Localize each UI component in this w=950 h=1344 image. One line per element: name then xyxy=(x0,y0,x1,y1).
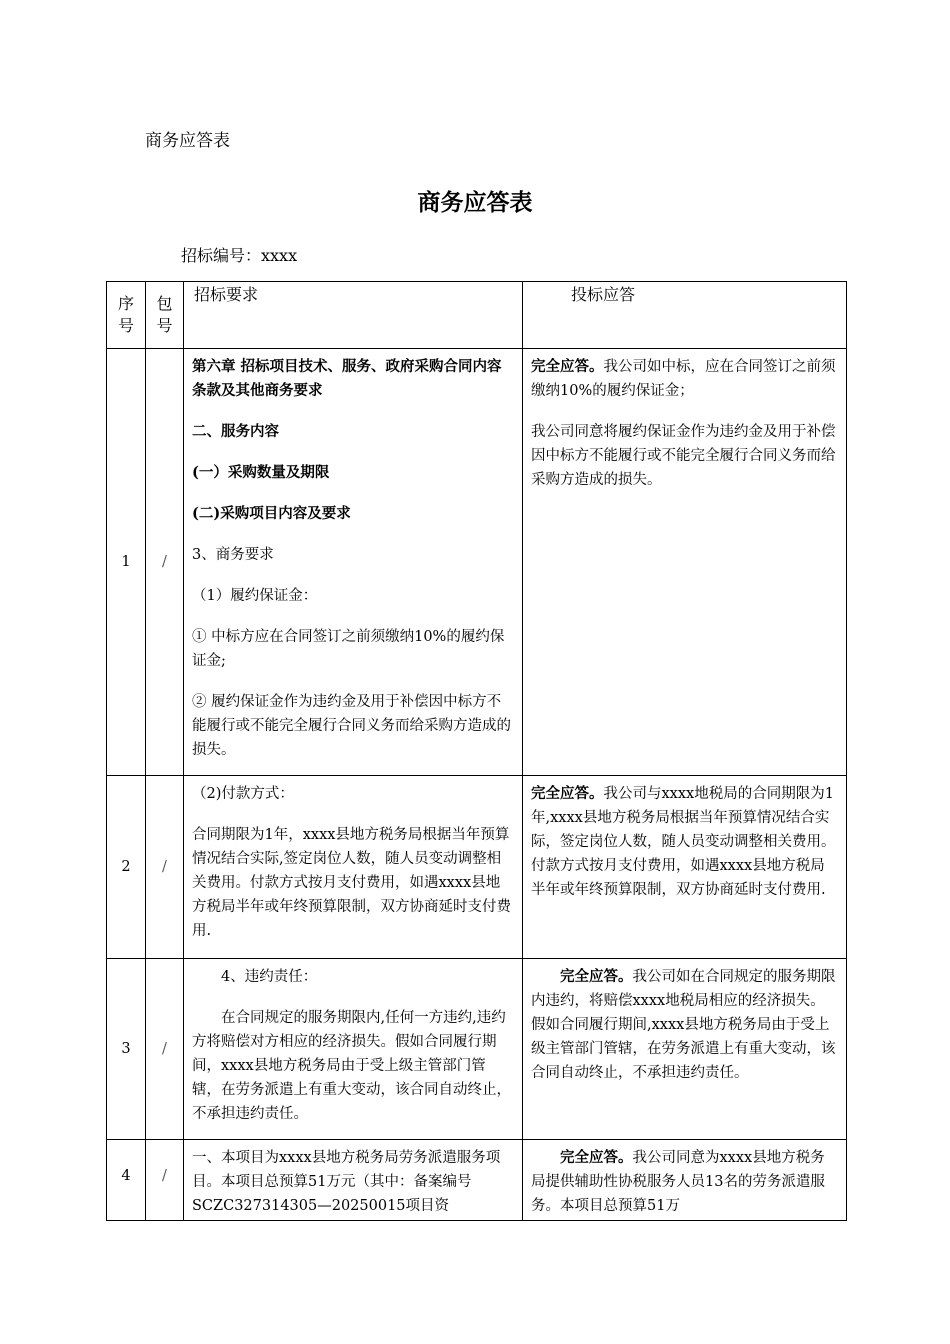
resp-paragraph xyxy=(531,782,838,902)
row-package: / xyxy=(146,959,184,1140)
resp-text: 我公司与xxxx地税局的合同期限为1年,xxxx县地方税务局根据当年预算情况结合实际，签定岗位人数，随人员变动调整相关费用。付款方式按月支付费用，如遇xxxx县地方税局半年或年终预算限制，双方协商延时支付费用. xyxy=(531,786,836,898)
row-response xyxy=(523,959,847,1140)
row-requirement xyxy=(184,1140,523,1221)
req-item: （1）履约保证金： xyxy=(192,588,318,604)
req-item: （2)付款方式： xyxy=(192,786,294,802)
table-row xyxy=(107,776,847,959)
resp-text: 我公司如中标，应在合同签订之前须缴纳10%的履约保证金； xyxy=(531,359,836,399)
row-requirement xyxy=(184,349,523,776)
row-seq: 3 xyxy=(107,959,146,1140)
resp-text: 我公司如在合同规定的服务期限内违约，将赔偿xxxx地税局相应的经济损失。假如合同履行期间,xxxx县地方税务局由于受上级主管部门管辖，在劳务派遣上有重大变动，该合同自动终止，不承担违约责任。 xyxy=(531,969,836,1081)
response-table xyxy=(106,281,847,1221)
header-package xyxy=(146,282,184,349)
req-item: 合同期限为1年，xxxx县地方税务局根据当年预算情况结合实际,签定岗位人数，随人员变动调整相关费用。付款方式按月支付费用，如遇xxxx县地方税局半年或年终预算限制，双方协商延时支付费用. xyxy=(192,827,511,939)
row-seq: 2 xyxy=(107,776,146,959)
header-requirement: 招标要求 xyxy=(184,282,523,349)
req-item: ② 履约保证金作为违约金及用于补偿因中标方不能履行或不能完全履行合同义务而给采购方造成的损失。 xyxy=(192,694,511,758)
row-requirement xyxy=(184,776,523,959)
resp-bold: 完全应答。 xyxy=(531,785,604,802)
table-header-row xyxy=(107,282,847,349)
resp-bold: 完全应答。 xyxy=(560,1149,633,1166)
row-package: / xyxy=(146,349,184,776)
row-response xyxy=(523,1140,847,1221)
header-seq-line2: 号 xyxy=(117,316,134,335)
header-seq xyxy=(107,282,146,349)
resp-bold: 完全应答。 xyxy=(531,358,604,375)
header-pkg-line2: 号 xyxy=(156,316,173,335)
header-pkg-line1: 包 xyxy=(156,294,173,313)
resp-paragraph xyxy=(531,355,838,403)
header-response: 投标应答 xyxy=(523,282,847,349)
req-item: 3、商务要求 xyxy=(192,547,274,563)
page-header: 商务应答表 xyxy=(145,131,230,151)
resp-paragraph: 我公司同意将履约保证金作为违约金及用于补偿因中标方不能履行或不能完全履行合同义务而给采购方造成的损失。 xyxy=(531,424,836,488)
resp-paragraph xyxy=(531,965,838,1085)
req-item: 4、违约责任： xyxy=(221,969,318,985)
row-seq: 1 xyxy=(107,349,146,776)
row-package: / xyxy=(146,1140,184,1221)
resp-paragraph xyxy=(531,1146,838,1218)
req-chapter: 第六章 招标项目技术、服务、政府采购合同内容条款及其他商务要求 xyxy=(192,358,502,399)
table-row xyxy=(107,959,847,1140)
bid-number: 招标编号：xxxx xyxy=(181,246,298,265)
row-response xyxy=(523,776,847,959)
row-requirement xyxy=(184,959,523,1140)
row-package: / xyxy=(146,776,184,959)
table-row xyxy=(107,349,847,776)
req-subsection: (一）采购数量及期限 xyxy=(192,464,330,481)
req-item: ① 中标方应在合同签订之前须缴纳10%的履约保证金; xyxy=(192,629,505,669)
row-seq: 4 xyxy=(107,1140,146,1221)
req-section: 二、服务内容 xyxy=(192,423,279,440)
header-seq-line1: 序 xyxy=(117,294,134,313)
table-row xyxy=(107,1140,847,1221)
resp-bold: 完全应答。 xyxy=(560,968,633,985)
resp-text: 我公司同意为xxxx县地方税务局提供辅助性协税服务人员13名的劳务派遣服务。本项目总预算51万 xyxy=(531,1150,825,1214)
req-item: 在合同规定的服务期限内,任何一方违约,违约方将赔偿对方相应的经济损失。假如合同履行期间，xxxx县地方税务局由于受上级主管部门管辖，在劳务派遣上有重大变动，该合同自动终止，不承担违约责任。 xyxy=(192,1010,511,1122)
req-item: 一、本项目为xxxx县地方税务局劳务派遣服务项目。本项目总预算51万元（其中：备案编号SCZC327314305—20250015项目资 xyxy=(192,1150,501,1214)
req-subsection: (二)采购项目内容及要求 xyxy=(192,505,351,522)
row-response xyxy=(523,349,847,776)
document-title: 商务应答表 xyxy=(417,190,533,216)
